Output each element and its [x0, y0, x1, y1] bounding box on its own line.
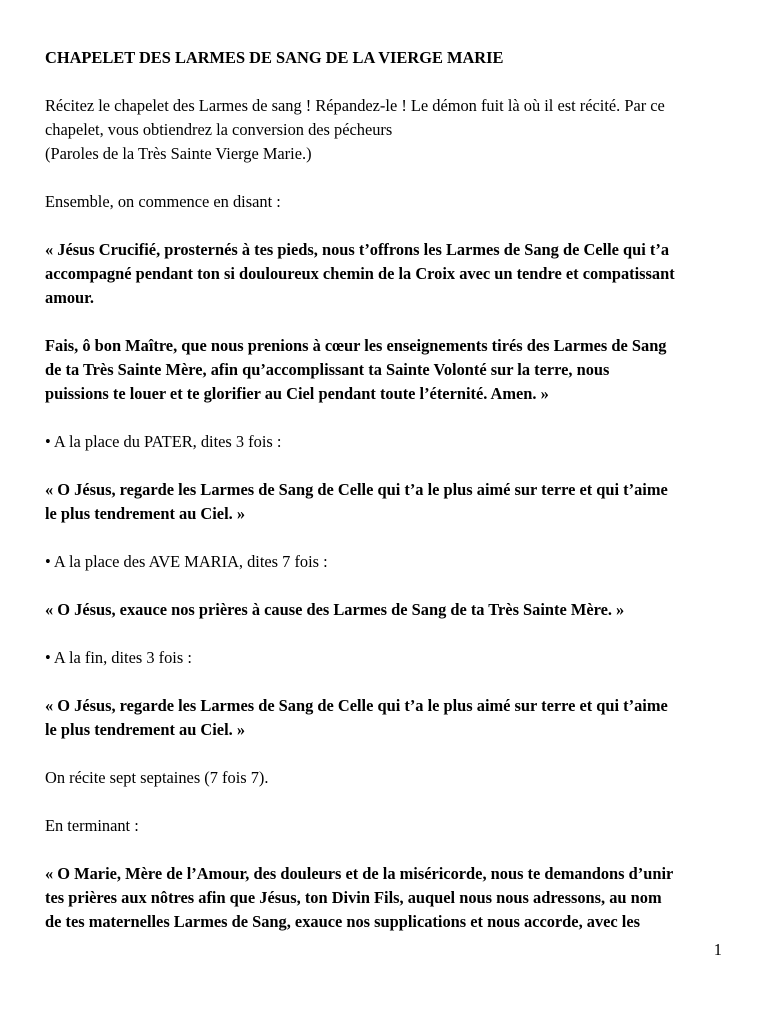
intro-paragraph: [45, 94, 735, 166]
opening-prayer-line: « Jésus Crucifié, prosternés à tes pieds, nous t’offrons les Larmes de Sang de Celle qui t’a: [45, 240, 670, 259]
closing-prayer-line: « O Marie, Mère de l’Amour, des douleurs et de la miséricorde, nous te demandons d’unir: [45, 864, 674, 883]
pater-instruction: • A la place du PATER, dites 3 fois :: [45, 432, 282, 451]
end-prayer-line: le plus tendrement au Ciel. »: [45, 720, 246, 739]
opening-prayer: [45, 238, 735, 310]
ave-instruction: • A la place des AVE MARIA, dites 7 fois :: [45, 552, 328, 571]
second-prayer-line: Fais, ô bon Maître, que nous prenions à cœur les enseignements tirés des Larmes de Sang: [45, 336, 667, 355]
opening-prayer-line: amour.: [45, 288, 95, 307]
end-instruction: • A la fin, dites 3 fois :: [45, 648, 192, 667]
intro-line: Récitez le chapelet des Larmes de sang ! Répandez-le ! Le démon fuit là où il est récité. Par ce: [45, 96, 665, 115]
pater-prayer-line: « O Jésus, regarde les Larmes de Sang de Celle qui t’a le plus aimé sur terre et qui t’aime: [45, 480, 668, 499]
page-number: 1: [713, 940, 722, 959]
second-prayer-line: puissions te louer et te glorifier au Ciel pendant toute l’éternité. Amen. »: [45, 384, 549, 403]
ave-prayer: « O Jésus, exauce nos prières à cause des Larmes de Sang de ta Très Sainte Mère. »: [45, 600, 625, 619]
end-prayer-line: « O Jésus, regarde les Larmes de Sang de Celle qui t’a le plus aimé sur terre et qui t’aime: [45, 696, 668, 715]
pater-prayer: [45, 478, 735, 526]
closing-prayer-line: de tes maternelles Larmes de Sang, exauce nos supplications et nous accorde, avec les: [45, 912, 641, 931]
end-prayer: [45, 694, 735, 742]
second-prayer: [45, 334, 735, 406]
document-title: CHAPELET DES LARMES DE SANG DE LA VIERGE MARIE: [45, 48, 504, 67]
closing-prayer-line: tes prières aux nôtres afin que Jésus, ton Divin Fils, auquel nous nous adressons, au nom: [45, 888, 662, 907]
second-prayer-line: de ta Très Sainte Mère, afin qu’accomplissant ta Sainte Volonté sur la terre, nous: [45, 360, 610, 379]
intro-line: chapelet, vous obtiendrez la conversion des pécheurs: [45, 120, 393, 139]
opening-instruction: Ensemble, on commence en disant :: [45, 192, 281, 211]
closing-instruction: En terminant :: [45, 816, 139, 835]
pater-prayer-line: le plus tendrement au Ciel. »: [45, 504, 246, 523]
document-page: [45, 46, 735, 958]
septaines-note: On récite sept septaines (7 fois 7).: [45, 768, 269, 787]
intro-attribution: (Paroles de la Très Sainte Vierge Marie.): [45, 144, 312, 163]
closing-prayer: [45, 862, 735, 934]
opening-prayer-line: accompagné pendant ton si douloureux chemin de la Croix avec un tendre et compatissant: [45, 264, 675, 283]
